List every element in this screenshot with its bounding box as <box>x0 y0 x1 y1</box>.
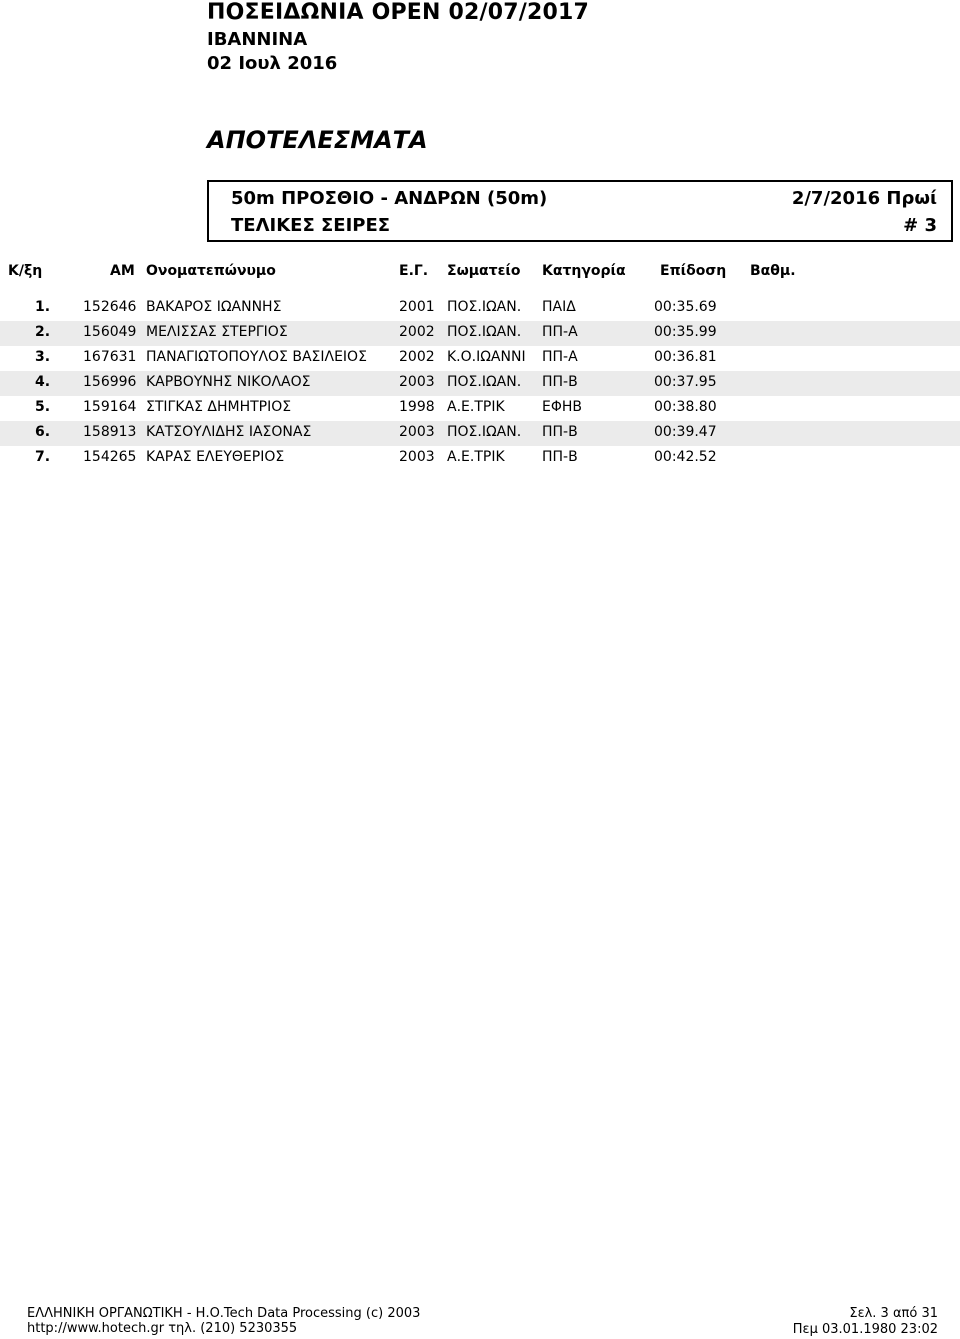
table-row <box>0 396 960 421</box>
cell-yob: 2003 <box>399 374 435 390</box>
cell-category: ΠΠ-Α <box>542 324 578 340</box>
cell-club: ΠΟΣ.ΙΩΑΝ. <box>447 299 522 315</box>
cell-name: ΣΤΙΓΚΑΣ ΔΗΜΗΤΡΙΟΣ <box>146 399 292 415</box>
cell-yob: 2003 <box>399 449 435 465</box>
cell-am: 159164 <box>83 399 137 415</box>
cell-am: 167631 <box>83 349 137 365</box>
event-name: 50m ΠΡΟΣΘΙΟ - ΑΝΔΡΩΝ (50m) <box>231 188 548 209</box>
cell-rank: 6. <box>35 424 51 440</box>
cell-category: ΠΠ-Β <box>542 374 578 390</box>
cell-category: ΕΦΗΒ <box>542 399 582 415</box>
cell-performance: 00:39.47 <box>654 424 717 440</box>
table-row <box>0 321 960 346</box>
col-performance: Επίδοση <box>660 263 727 279</box>
table-row <box>0 421 960 446</box>
cell-performance: 00:37.95 <box>654 374 717 390</box>
table-row <box>0 446 960 471</box>
event-datetime: 2/7/2016 Πρωί <box>791 188 937 209</box>
cell-rank: 1. <box>35 299 51 315</box>
cell-category: ΠΠ-Β <box>542 449 578 465</box>
cell-am: 156049 <box>83 324 137 340</box>
cell-rank: 7. <box>35 449 51 465</box>
footer-contact: http://www.hotech.gr τηλ. (210) 5230355 <box>27 1321 298 1336</box>
cell-yob: 2002 <box>399 324 435 340</box>
results-table <box>0 296 960 471</box>
table-header <box>0 263 960 283</box>
cell-yob: 1998 <box>399 399 435 415</box>
cell-club: Κ.Ο.ΙΩΑΝΝΙ <box>447 349 526 365</box>
cell-category: ΠΠ-Α <box>542 349 578 365</box>
cell-performance: 00:42.52 <box>654 449 717 465</box>
table-row <box>0 346 960 371</box>
footer-printed-at: Πεμ 03.01.1980 23:02 <box>792 1322 938 1337</box>
cell-am: 158913 <box>83 424 137 440</box>
cell-am: 156996 <box>83 374 137 390</box>
meet-date: 02 Ιουλ 2016 <box>207 53 338 74</box>
cell-yob: 2002 <box>399 349 435 365</box>
cell-category: ΠΠ-Β <box>542 424 578 440</box>
event-heat: # 3 <box>903 215 937 236</box>
cell-name: ΚΑΡΑΣ ΕΛΕΥΘΕΡΙΟΣ <box>146 449 285 465</box>
cell-rank: 2. <box>35 324 51 340</box>
cell-yob: 2003 <box>399 424 435 440</box>
cell-club: Α.Ε.ΤΡΙΚ <box>447 399 505 415</box>
cell-rank: 3. <box>35 349 51 365</box>
cell-name: ΒΑΚΑΡΟΣ ΙΩΑΝΝΗΣ <box>146 299 282 315</box>
cell-rank: 5. <box>35 399 51 415</box>
col-club: Σωματείο <box>447 263 521 279</box>
cell-performance: 00:35.99 <box>654 324 717 340</box>
meet-title: ΠΟΣΕΙΔΩΝΙΑ OPEN 02/07/2017 <box>207 0 590 25</box>
cell-name: ΚΑΡΒΟΥΝΗΣ ΝΙΚΟΛΑΟΣ <box>146 374 311 390</box>
cell-am: 152646 <box>83 299 137 315</box>
table-row <box>0 371 960 396</box>
cell-rank: 4. <box>35 374 51 390</box>
meet-city: ΙΒΑΝΝΙΝΑ <box>207 29 308 50</box>
event-box <box>207 180 953 242</box>
cell-performance: 00:38.80 <box>654 399 717 415</box>
event-phase: ΤΕΛΙΚΕΣ ΣΕΙΡΕΣ <box>231 215 391 236</box>
col-rank: Κ/ξη <box>8 263 43 279</box>
cell-club: ΠΟΣ.ΙΩΑΝ. <box>447 374 522 390</box>
results-title: ΑΠΟΤΕΛΕΣΜΑΤΑ <box>207 126 428 154</box>
cell-performance: 00:36.81 <box>654 349 717 365</box>
col-points: Βαθμ. <box>750 263 796 279</box>
cell-name: ΜΕΛΙΣΣΑΣ ΣΤΕΡΓΙΟΣ <box>146 324 288 340</box>
table-row <box>0 296 960 321</box>
cell-club: Α.Ε.ΤΡΙΚ <box>447 449 505 465</box>
col-category: Κατηγορία <box>542 263 626 279</box>
cell-category: ΠΑΙΔ <box>542 299 576 315</box>
footer-page-number: Σελ. 3 από 31 <box>849 1306 938 1321</box>
col-name: Ονοματεπώνυμο <box>146 263 276 279</box>
footer-company: ΕΛΛΗΝΙΚΗ ΟΡΓΑΝΩΤΙΚΗ - Η.Ο.Tech Data Processing (c) 2003 <box>27 1306 421 1321</box>
cell-performance: 00:35.69 <box>654 299 717 315</box>
cell-yob: 2001 <box>399 299 435 315</box>
cell-club: ΠΟΣ.ΙΩΑΝ. <box>447 424 522 440</box>
cell-name: ΠΑΝΑΓΙΩΤΟΠΟΥΛΟΣ ΒΑΣΙΛΕΙΟΣ <box>146 349 367 365</box>
cell-name: ΚΑΤΣΟΥΛΙΔΗΣ ΙΑΣΟΝΑΣ <box>146 424 312 440</box>
col-yob: Ε.Γ. <box>399 263 429 279</box>
col-am: ΑΜ <box>110 263 135 279</box>
cell-club: ΠΟΣ.ΙΩΑΝ. <box>447 324 522 340</box>
cell-am: 154265 <box>83 449 137 465</box>
